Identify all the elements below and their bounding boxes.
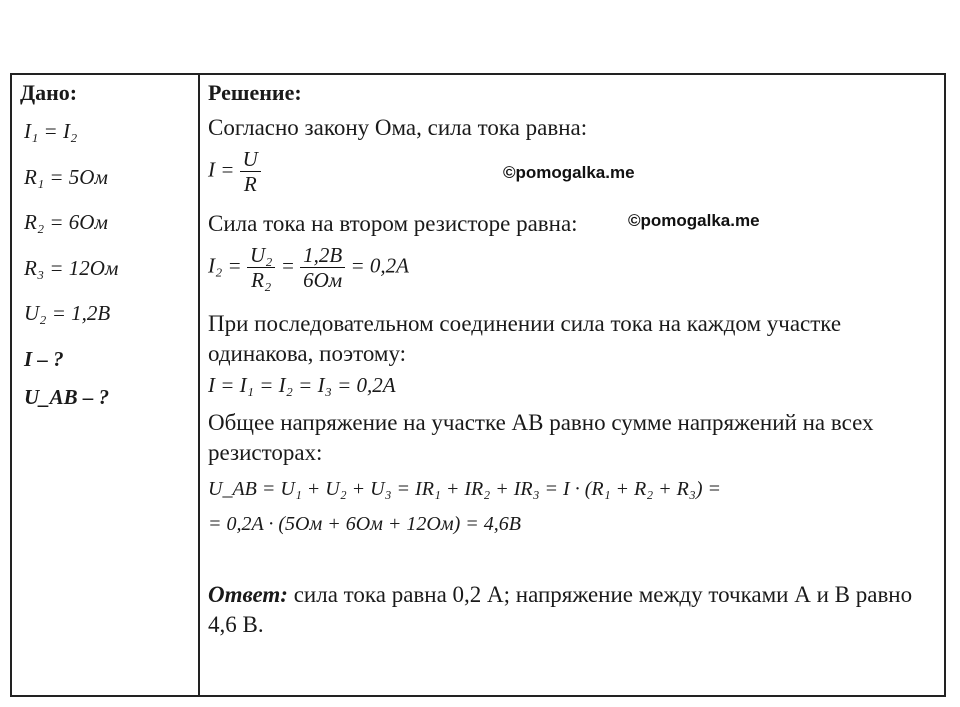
solution-paragraph: Сила тока на втором резисторе равна:: [208, 211, 578, 236]
watermark: ©pomogalka.me: [503, 163, 635, 182]
given-item: R₃ = 12Ом: [24, 256, 119, 280]
formula-voltage-sum: U_AB = U₁ + U₂ + U₃ = IR₁ + IR₂ + IR₃ = I · (R₁ + R₂ + R₃) =: [208, 478, 722, 500]
formula-ohm: I = $\frac{U}{R}$: [208, 147, 938, 201]
solution-header: Решение:: [208, 80, 302, 105]
column-divider: [198, 75, 200, 695]
given-item: R₁ = 5Ом: [24, 165, 108, 189]
solution-paragraph: При последовательном соединении сила тока на каждом участке одинакова, поэтому:: [208, 311, 842, 366]
given-item: U₂ = 1,2B: [24, 301, 111, 325]
formula-voltage-result: = 0,2A · (5Ом + 6Ом + 12Ом) = 4,6B: [208, 513, 521, 535]
given-item: I₁ = I₂: [24, 119, 78, 143]
formula-equal-currents: I = I₁ = I₂ = I₃ = 0,2A: [208, 373, 396, 397]
task-table: [10, 73, 946, 697]
given-unknown: U_AB – ?: [24, 385, 110, 409]
watermark: ©pomogalka.me: [628, 211, 760, 230]
answer-text: сила тока равна 0,2 А; напряжение между точками А и В равно 4,6 В.: [208, 582, 913, 637]
given-unknown: I – ?: [24, 347, 64, 371]
given-column: [20, 79, 192, 409]
answer: [208, 580, 938, 640]
given-header: Дано:: [20, 80, 78, 105]
solution-paragraph: Согласно закону Ома, сила тока равна:: [208, 115, 588, 140]
answer-label: Ответ:: [208, 582, 288, 607]
given-item: R₂ = 6Ом: [24, 210, 108, 234]
formula-current-2: I₂ = $\frac{\text{U₂}}{\text{R₂}}$ = $\frac{1,2B}{6Ом}$ = 0,2A: [208, 243, 409, 292]
solution-paragraph: Общее напряжение на участке АВ равно сумме напряжений на всех резисторах:: [208, 410, 874, 465]
